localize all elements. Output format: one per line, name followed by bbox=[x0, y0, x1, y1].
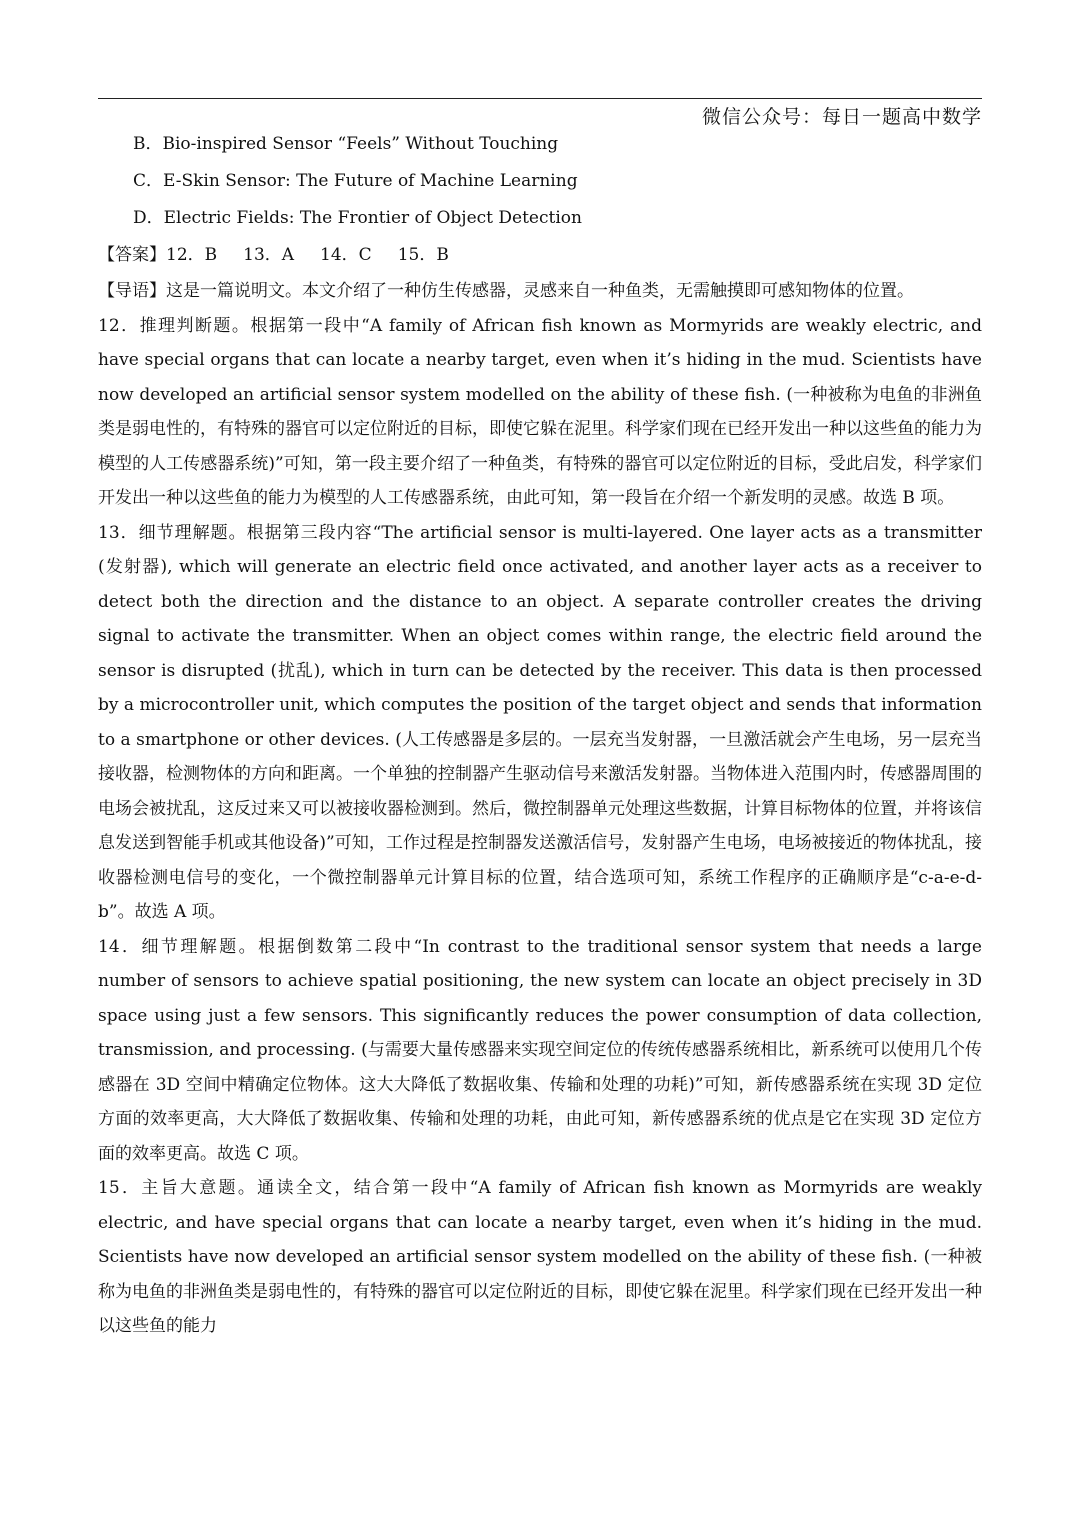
answer-item: 15．B bbox=[397, 245, 449, 265]
answer-item: 13．A bbox=[243, 245, 295, 265]
explanation-13: 13．细节理解题。根据第三段内容“The artificial sensor is multi-layered. One layer acts as a transmitter (发射器), which will generate an electric field once activated, and another layer acts as a receiver to detect both the direction and the distance to an object. A separate controller creates the driving signal to activate the transmitter. When an object comes within range, the electric field around the sensor is disrupted (扰乱), which in turn can be detected by the receiver. This data is then processed by a microcontroller unit, which computes the position of the target object and sends that information to a smartphone or other devices. (人工传感器是多层的。一层充当发射器，一旦激活就会产生电场，另一层充当接收器，检测物体的方向和距离。一个单独的控制器产生驱动信号来激活发射器。当物体进入范围内时，传感器周围的电场会被扰乱，这反过来又可以被接收器检测到。然后，微控制器单元处理这些数据，计算目标物体的位置，并将该信息发送到智能手机或其他设备)”可知，工作过程是控制器发送激活信号，发射器产生电场，电场被接近的物体扰乱，接收器检测电信号的变化，一个微控制器单元计算目标的位置，结合选项可知，系统工作程序的正确顺序是“c-a-e-d-b”。故选 A 项。 bbox=[98, 522, 982, 922]
option-d: D．Electric Fields: The Frontier of Object Detection bbox=[133, 208, 582, 228]
header-rule bbox=[98, 98, 982, 99]
answer-key bbox=[98, 237, 982, 274]
answer-item: 12．B bbox=[166, 245, 218, 265]
answer-item: 14．C bbox=[320, 245, 372, 265]
option-c: C．E-Skin Sensor: The Future of Machine Learning bbox=[133, 171, 578, 191]
explanation-15: 15．主旨大意题。通读全文，结合第一段中“A family of African fish known as Mormyrids are weakly electric, and have special organs that can locate a nearby target, even when it’s hiding in the mud. Scientists have now developed an artificial sensor system modelled on the ability of these fish. (一种被称为电鱼的非洲鱼类是弱电性的，有特殊的器官可以定位附近的目标，即使它躲在泥里。科学家们现在已经开发出一种以这些鱼的能力 bbox=[98, 1178, 982, 1336]
document-body bbox=[98, 126, 982, 1344]
guide-paragraph: 【导语】这是一篇说明文。本文介绍了一种仿生传感器，灵感来自一种鱼类，无需触摸即可感知物体的位置。 bbox=[98, 281, 914, 301]
answer-label: 【答案】 bbox=[98, 245, 166, 265]
explanation-12: 12．推理判断题。根据第一段中“A family of African fish known as Mormyrids are weakly electric, and have special organs that can locate a nearby target, even when it’s hiding in the mud. Scientists have now developed an artificial sensor system modelled on the ability of these fish. (一种被称为电鱼的非洲鱼类是弱电性的，有特殊的器官可以定位附近的目标，即使它躲在泥里。科学家们现在已经开发出一种以这些鱼的能力为模型的人工传感器系统)”可知，第一段主要介绍了一种鱼类，有特殊的器官可以定位附近的目标，受此启发，科学家们开发出一种以这些鱼的能力为模型的人工传感器系统，由此可知，第一段旨在介绍一个新发明的灵感。故选 B 项。 bbox=[98, 315, 982, 508]
explanation-14: 14．细节理解题。根据倒数第二段中“In contrast to the traditional sensor system that needs a large number of sensors to achieve spatial positioning, the new system can locate an object precisely in 3D space using just a few sensors. This significantly reduces the power consumption of data collection, transmission, and processing. (与需要大量传感器来实现空间定位的传统传感器系统相比，新系统可以使用几个传感器在 3D 空间中精确定位物体。这大大降低了数据收集、传输和处理的功耗)”可知，新传感器系统在实现 3D 定位方面的效率更高，大大降低了数据收集、传输和处理的功耗，由此可知，新传感器系统的优点是它在实现 3D 定位方面的效率更高。故选 C 项。 bbox=[98, 936, 982, 1164]
header-watermark: 微信公众号：每日一题高中数学 bbox=[701, 106, 982, 128]
option-b: B．Bio-inspired Sensor “Feels” Without Touching bbox=[133, 134, 559, 154]
